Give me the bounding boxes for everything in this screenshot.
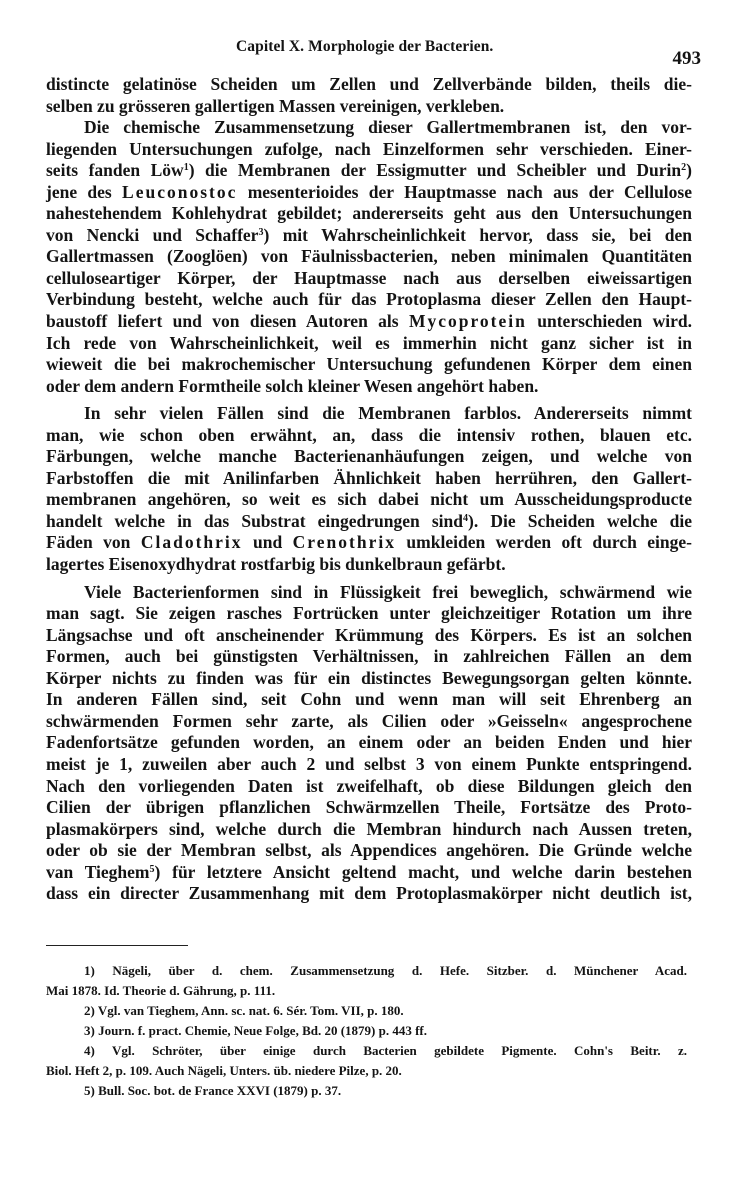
- text-line: Verbindung besteht, welche auch für das Protoplasma dieser Zellen den Haupt-: [46, 289, 692, 310]
- text-run: van Tieghem: [46, 861, 150, 882]
- term-name: Mycoprotein: [408, 311, 527, 332]
- text-line: oder ob sie der Membran selbst, als Appendices angehören. Die Gründe welche: [46, 840, 692, 861]
- footnote-ref: 4: [463, 512, 469, 524]
- paragraph-1: [46, 74, 692, 117]
- text-line: Längsachse und oft anscheinender Krümmung des Körpers. Es ist an solchen: [46, 624, 692, 645]
- text-line: man sagt. Sie zeigen rasches Fortrücken unter gleichzeitiger Rotation um ihre: [46, 603, 692, 624]
- text-line: schwärmenden Formen sehr zarte, als Cilien oder »Geisseln« angesprochene: [46, 710, 692, 731]
- text-line: [46, 532, 692, 554]
- text-line: Nach den vorliegenden Daten ist zweifelhaft, ob diese Bildungen gleich den: [46, 775, 692, 796]
- paragraph-2: [46, 117, 692, 397]
- text-line: plasmakörpers sind, welche durch die Membran hindurch nach Aussen treten,: [46, 818, 692, 839]
- text-line: [46, 160, 692, 182]
- text-run: ) die Membranen der Essigmutter und Scheibler und Durin: [188, 160, 682, 181]
- footnote-2: 2) Vgl. van Tieghem, Ann. sc. nat. 6. Sér. Tom. VII, p. 180.: [84, 1003, 404, 1018]
- footnote-divider: [46, 945, 188, 946]
- text-line: celluloseartiger Körper, der Hauptmasse nach aus derselben eiweissartigen: [46, 267, 692, 288]
- text-line: In anderen Fällen sind, seit Cohn und wenn man will seit Ehrenberg an: [46, 689, 692, 710]
- text-run: ). Die Scheiden welche die: [468, 510, 692, 531]
- text-line: Farbstoffen die mit Anilinfarben Ähnlichkeit haben herrühren, den Gallert-: [46, 467, 692, 488]
- text-line: [46, 862, 692, 884]
- text-line: membranen angehören, so weit es sich dabei nicht um Ausscheidungsproducte: [46, 489, 692, 510]
- footnote-4-continued: Biol. Heft 2, p. 109. Auch Nägeli, Unters. üb. niedere Pilze, p. 20.: [46, 1063, 402, 1078]
- footnote-ref: 1: [183, 162, 189, 174]
- text-line: [46, 511, 692, 533]
- body-text: [46, 74, 692, 905]
- paragraph-4: [46, 582, 692, 905]
- text-line: nahestehendem Kohlehydrat gebildet; andererseits geht aus den Untersuchungen: [46, 203, 692, 224]
- text-line: [46, 311, 692, 333]
- text-line: In sehr vielen Fällen sind die Membranen farblos. Andererseits nimmt: [84, 403, 692, 424]
- footnote-4: 4) Vgl. Schröter, über einige durch Bacterien gebildete Pigmente. Cohn's Beitr. z.: [84, 1043, 687, 1058]
- genus-name: Cladothrix: [140, 532, 243, 553]
- text-line: Die chemische Zusammensetzung dieser Gallertmembranen ist, den vor-: [84, 117, 692, 138]
- text-run: von Nencki und Schaffer: [46, 224, 259, 245]
- text-line: Ich rede von Wahrscheinlichkeit, weil es immerhin nicht ganz sicher ist in: [46, 332, 692, 353]
- text-line: Cilien der übrigen pflanzlichen Schwärmzellen Theile, Fortsätze des Proto-: [46, 797, 692, 818]
- text-line: [46, 225, 692, 247]
- running-header: [0, 38, 729, 69]
- text-line: Färbungen, welche manche Bacterienanhäufungen zeigen, und welche von: [46, 446, 692, 467]
- text-line: wieweit die bei makrochemischer Untersuchung gefundenen Körper dem einen: [46, 354, 692, 375]
- text-line: man, wie schon oben erwähnt, an, dass die intensiv rothen, blauen etc.: [46, 424, 692, 445]
- text-line: lagertes Eisenoxydhydrat rostfarbig bis dunkelbraun gefärbt.: [46, 554, 506, 575]
- footnote-ref: 5: [149, 863, 155, 875]
- text-line: Gallertmassen (Zooglöen) von Fäulnissbacterien, neben minimalen Quantitäten: [46, 246, 692, 267]
- text-run: seits fanden Löw: [46, 160, 184, 181]
- text-line: distincte gelatinöse Scheiden um Zellen und Zellverbände bilden, theils die-: [46, 74, 692, 94]
- text-run: baustoff liefert und von diesen Autoren als: [46, 311, 409, 332]
- text-line: dass ein directer Zusammenhang mit dem Protoplasmakörper nicht deutlich ist,: [46, 883, 692, 904]
- text-line: Fadenfortsätze gefunden worden, an einem oder an beiden Enden und hier: [46, 732, 692, 753]
- text-run: mesenterioides der Hauptmasse nach aus der Cellulose: [237, 181, 693, 202]
- text-line: Körper nichts zu finden was für ein distinctes Bewegungsorgan gelten könnte.: [46, 667, 692, 688]
- chapter-title: Capitel X. Morphologie der Bacterien.: [236, 38, 494, 55]
- text-run: umkleiden werden oft durch einge-: [395, 532, 692, 553]
- text-run: ): [686, 160, 692, 181]
- text-line: [46, 182, 692, 204]
- text-line: selben zu grösseren gallertigen Massen vereinigen, verkleben.: [46, 95, 505, 116]
- footnote-3: 3) Journ. f. pract. Chemie, Neue Folge, Bd. 20 (1879) p. 443 ff.: [84, 1023, 428, 1038]
- page-number: 493: [672, 48, 701, 69]
- text-run: ) mit Wahrscheinlichkeit hervor, dass sie, bei den: [263, 224, 692, 245]
- footnote-ref: 3: [258, 226, 264, 238]
- genus-name: Leuconostoc: [122, 181, 238, 202]
- footnote-1: 1) Nägeli, über d. chem. Zusammensetzung d. Hefe. Sitzber. d. Münchener Acad.: [84, 963, 687, 978]
- text-line: Formen, auch bei günstigsten Verhältnissen, in zahlreichen Fällen an dem: [46, 646, 692, 667]
- footnote-5: 5) Bull. Soc. bot. de France XXVI (1879) p. 37.: [84, 1083, 342, 1098]
- text-line: meist je 1, zuweilen aber auch 2 und selbst 3 von einem Punkte entspringend.: [46, 753, 692, 774]
- footnote-1-continued: Mai 1878. Id. Theorie d. Gährung, p. 111.: [46, 983, 276, 998]
- text-line: oder dem andern Formtheile solch kleiner Wesen angehört haben.: [46, 375, 539, 396]
- genus-name: Crenothrix: [292, 532, 396, 553]
- paragraph-3: [46, 403, 692, 575]
- text-line: Viele Bacterienformen sind in Flüssigkeit frei beweglich, schwärmend wie: [84, 581, 692, 602]
- text-run: unterschieden wird.: [526, 311, 692, 332]
- text-run: ) für letztere Ansicht geltend macht, und welche darin bestehen: [154, 861, 693, 882]
- text-line: liegenden Untersuchungen zufolge, nach Einzelformen sehr verschieden. Einer-: [46, 138, 692, 159]
- text-run: handelt welche in das Substrat eingedrungen sind: [46, 510, 464, 531]
- text-run: Fäden von: [46, 532, 141, 553]
- text-run: jene des: [46, 181, 123, 202]
- footnotes: [46, 961, 687, 1101]
- footnote-ref: 2: [681, 162, 687, 174]
- text-run: und: [242, 532, 293, 553]
